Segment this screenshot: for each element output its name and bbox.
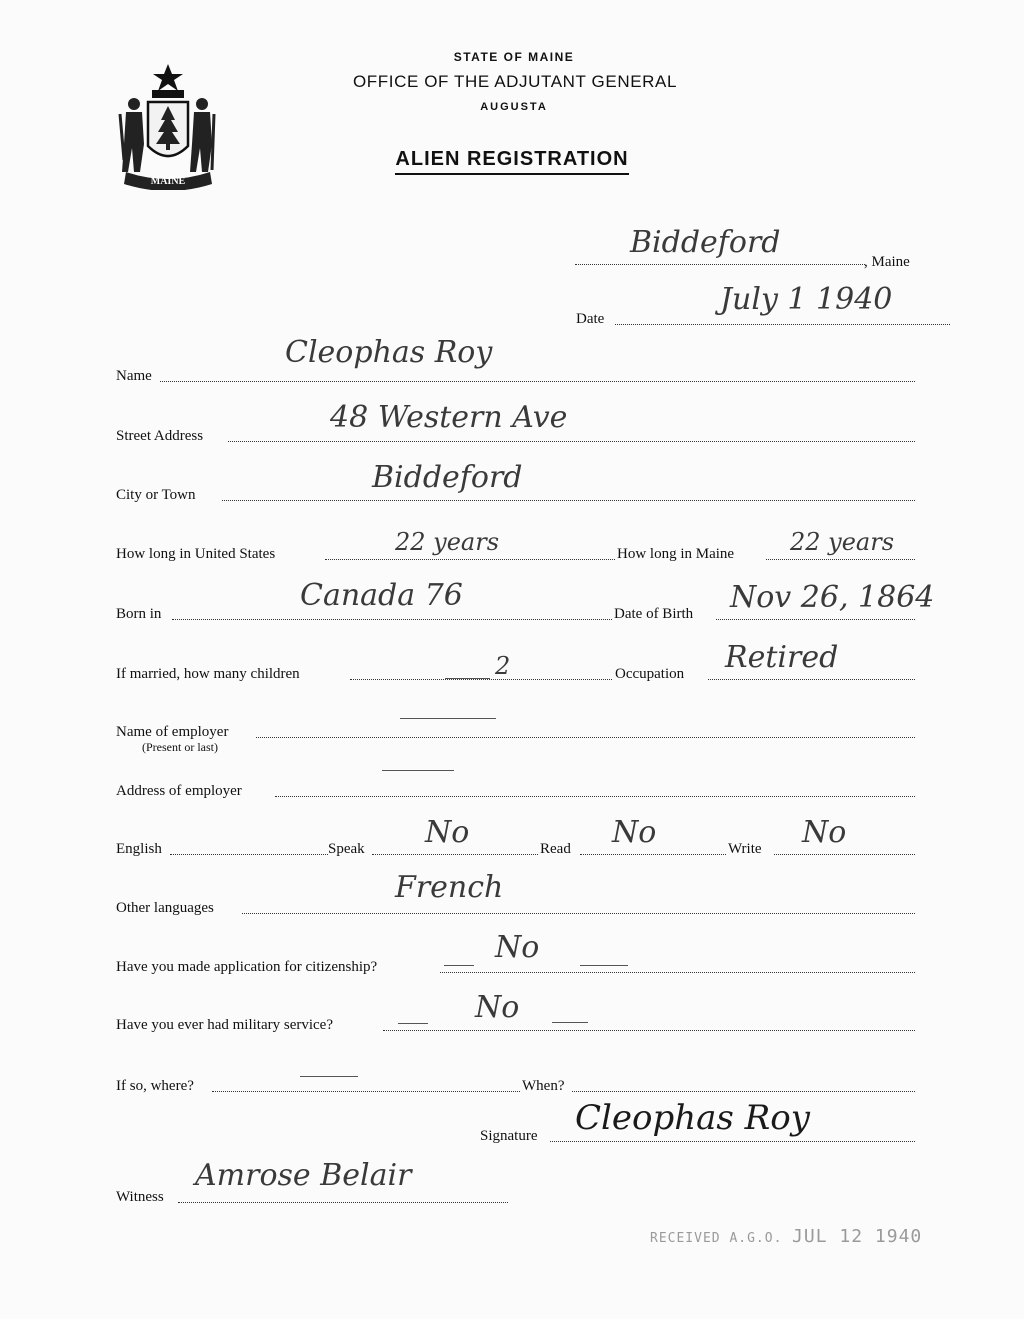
signature-value: Cleophas Roy [575,1098,810,1138]
date-line [615,324,950,325]
where-line [212,1091,520,1092]
employer-label: Name of employer [116,724,229,740]
place-value: Biddeford [630,225,781,260]
write-value: No [802,815,847,850]
us-duration-label: How long in United States [116,546,276,562]
dob-label: Date of Birth [614,606,694,622]
maine-duration-label: How long in Maine [617,546,735,562]
born-line [172,619,612,620]
witness-value: Amrose Belair [195,1158,412,1193]
employer-dash [400,718,496,719]
city-heading: AUGUSTA [480,101,548,113]
maine-duration-line [766,559,915,560]
other-languages-line [242,913,915,914]
born-label: Born in [116,606,162,622]
signature-label: Signature [480,1128,538,1144]
military-label: Have you ever had military service? [116,1017,333,1033]
when-line [572,1091,915,1092]
speak-value: No [425,815,470,850]
children-label: If married, how many children [116,666,300,682]
city-label: City or Town [116,487,196,503]
stamp-prefix: RECEIVED A.G.O. [650,1231,783,1246]
name-line [160,381,915,382]
witness-label: Witness [116,1189,164,1205]
military-line [383,1030,915,1031]
received-stamp [650,1226,922,1247]
other-languages-value: French [395,870,504,905]
citizenship-value: No [495,930,540,965]
us-duration-value: 22 years [395,528,500,556]
employer-address-dash [382,770,454,771]
citizenship-dash-left [444,965,474,966]
military-dash-right [552,1022,588,1023]
occupation-line [708,679,915,680]
write-line [774,854,915,855]
place-suffix: , Maine [864,254,910,270]
children-dash [445,678,490,679]
street-label: Street Address [116,428,204,444]
where-label: If so, where? [116,1078,194,1094]
occupation-value: Retired [725,640,839,675]
other-languages-label: Other languages [116,900,214,916]
when-label: When? [522,1078,565,1094]
citizenship-line [440,972,915,973]
dob-line [716,619,915,620]
military-value: No [475,990,520,1025]
english-line [170,854,328,855]
speak-label: Speak [328,841,365,857]
city-value: Biddeford [372,460,523,495]
born-value: Canada 76 [300,578,463,613]
street-line [228,441,915,442]
employer-address-label: Address of employer [116,783,242,799]
speak-line [372,854,538,855]
write-label: Write [728,841,762,857]
office-heading: OFFICE OF THE ADJUTANT GENERAL [352,72,678,91]
military-dash-left [398,1023,428,1024]
maine-duration-value: 22 years [790,528,895,556]
citizenship-dash-right [580,965,628,966]
employer-sublabel: (Present or last) [142,740,218,754]
date-value: July 1 1940 [720,282,893,317]
signature-line [550,1141,915,1142]
city-line [222,500,915,501]
read-label: Read [540,841,571,857]
name-value: Cleophas Roy [285,335,493,370]
children-value: 2 [495,652,511,680]
name-label: Name [116,368,152,384]
english-label: English [116,841,162,857]
employer-line [256,737,915,738]
state-heading: STATE OF MAINE [453,50,575,64]
citizenship-label: Have you made application for citizenship? [116,959,378,975]
street-value: 48 Western Ave [330,400,568,435]
form-title: ALIEN REGISTRATION [0,148,1024,171]
read-line [580,854,726,855]
witness-line [178,1202,508,1203]
read-value: No [612,815,657,850]
svg-text:MAINE: MAINE [150,176,186,187]
where-dash [300,1076,358,1077]
date-label: Date [576,311,605,327]
occupation-label: Occupation [615,666,685,682]
us-duration-line [325,559,615,560]
dob-value: Nov 26, 1864 [730,580,935,615]
employer-address-line [275,796,915,797]
children-line [350,679,612,680]
place-line [575,264,865,265]
stamp-date: JUL 12 1940 [792,1226,923,1247]
